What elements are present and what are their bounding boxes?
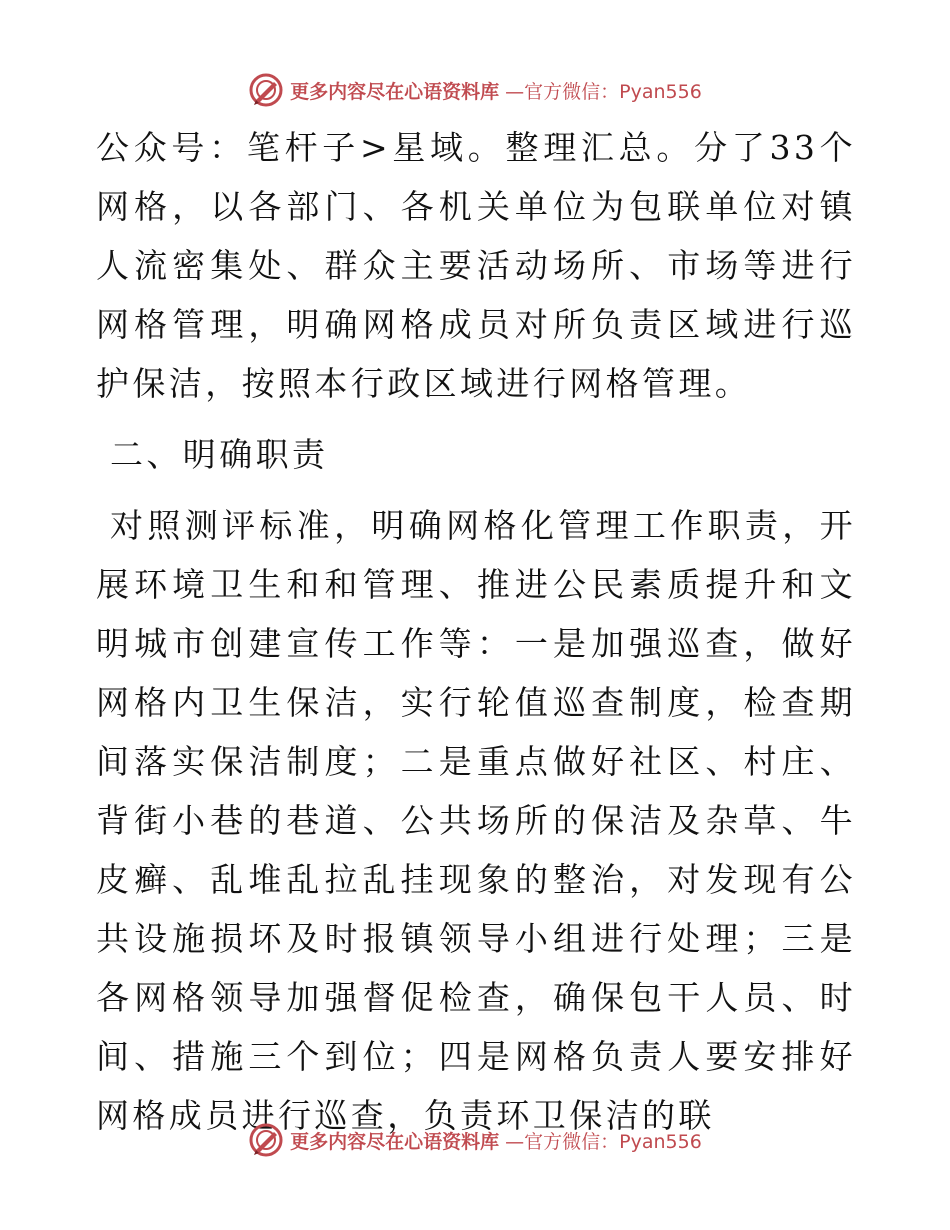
- banner-contact: —官方微信：Pyan556: [505, 80, 702, 103]
- section-heading: 二、明确职责: [110, 435, 329, 474]
- banner-contact: —官方微信：Pyan556: [505, 1130, 702, 1153]
- banner-title: 更多内容尽在心语资料库: [290, 80, 500, 103]
- header-banner: [0, 70, 950, 110]
- banner-title: 更多内容尽在心语资料库: [290, 1130, 500, 1153]
- pen-logo-icon: [248, 72, 284, 108]
- footer-banner: [0, 1120, 950, 1160]
- document-body: [96, 118, 856, 1145]
- paragraph-1: 公众号：笔杆子>星域。整理汇总。分了33个网格，以各部门、各机关单位为包联单位对镇人流密集处、群众主要活动场所、市场等进行网格管理，明确网格成员对所负责区域进行巡护保洁，按照本行政区域进行网格管理。: [96, 128, 856, 403]
- paragraph-2: 对照测评标准，明确网格化管理工作职责，开展环境卫生和和管理、推进公民素质提升和文明城市创建宣传工作等：一是加强巡查，做好网格内卫生保洁，实行轮值巡查制度，检查期间落实保洁制度；二是重点做好社区、村庄、背街小巷的巷道、公共场所的保洁及杂草、牛皮癣、乱堆乱拉乱挂现象的整治，对发现有公共设施损坏及时报镇领导小组进行处理；三是各网格领导加强督促检查，确保包干人员、时间、措施三个到位；四是网格负责人要安排好网格成员进行巡查，负责环卫保洁的联: [96, 506, 856, 1135]
- pen-logo-icon: [248, 1122, 284, 1158]
